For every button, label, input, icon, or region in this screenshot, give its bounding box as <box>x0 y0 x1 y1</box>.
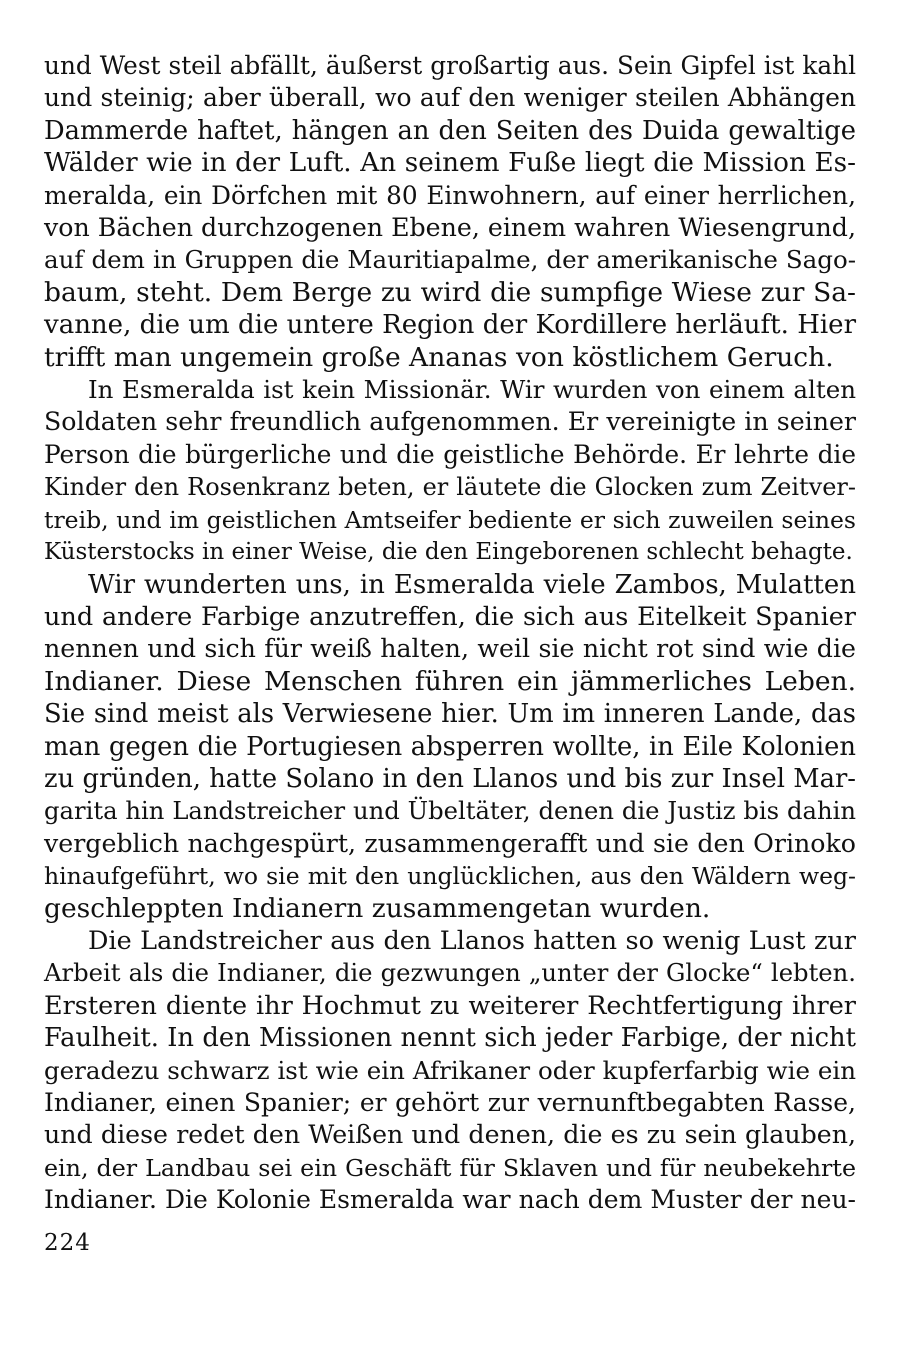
text-line: Die Landstreicher aus den Llanos hatten so wenig Lust zur <box>88 925 856 956</box>
text-line: Dammerde haftet, hängen an den Seiten des Duida gewaltige <box>44 115 856 146</box>
text-line: ein, der Landbau sei ein Geschäft für Sklaven und für neubekehrte <box>44 1153 856 1182</box>
text-line: man gegen die Portugiesen absperren wollte, in Eile Kolonien <box>44 731 856 762</box>
text-line: und steinig; aber überall, wo auf den weniger steilen Abhängen <box>44 83 856 113</box>
page-number: 224 <box>44 1230 91 1256</box>
text-line: zu gründen, hatte Solano in den Llanos und bis zur Insel Mar- <box>44 763 856 794</box>
text-line: vanne, die um die untere Region der Kordillere herläuft. Hier <box>44 310 856 341</box>
paragraph <box>44 374 856 568</box>
text-line: Kinder den Rosenkranz beten, er läutete die Glocken zum Zeitver- <box>44 473 856 502</box>
text-line: baum, steht. Dem Berge zu wird die sumpfige Wiese zur Sa- <box>44 276 856 308</box>
body-text <box>44 50 856 1217</box>
text-line: vergeblich nachgespürt, zusammengerafft und sie den Orinoko <box>44 828 856 858</box>
text-line: geradezu schwarz ist wie ein Afrikaner oder kupferfarbig wie ein <box>44 1055 856 1085</box>
text-line: Faulheit. In den Missionen nennt sich jeder Farbige, der nicht <box>44 1023 856 1054</box>
text-line: Arbeit als die Indianer, die gezwungen „unter der Glocke“ lebten. <box>44 958 856 988</box>
text-line: trifft man ungemein große Ananas von köstlichem Geruch. <box>44 341 834 373</box>
text-line: nennen und sich für weiß halten, weil sie nicht rot sind wie die <box>44 634 856 664</box>
text-line: Ersteren diente ihr Hochmut zu weiterer Rechtfertigung ihrer <box>44 990 856 1021</box>
text-line: garita hin Landstreicher und Übeltäter, denen die Justiz bis dahin <box>44 796 856 826</box>
text-line: und andere Farbige anzutreffen, die sich aus Eitelkeit Spanier <box>44 601 856 632</box>
text-line: auf dem in Gruppen die Mauritiapalme, der amerikanische Sago- <box>44 245 856 275</box>
text-line: und West steil abfällt, äußerst großartig aus. Sein Gipfel ist kahl <box>44 51 856 80</box>
text-line: Person die bürgerliche und die geistliche Behörde. Er lehrte die <box>44 439 856 469</box>
text-line: und diese redet den Weißen und denen, die es zu sein glauben, <box>44 1120 856 1150</box>
text-line: In Esmeralda ist kein Missionär. Wir wurden von einem alten <box>88 375 856 405</box>
paragraph <box>44 569 856 925</box>
text-line: Indianer. Diese Menschen führen ein jämmerliches Leben. <box>44 665 856 697</box>
text-line: Indianer. Die Kolonie Esmeralda war nach dem Muster der neu- <box>44 1185 856 1215</box>
text-line: Sie sind meist als Verwiesene hier. Um im inneren Lande, das <box>44 699 856 730</box>
text-line: Küsterstocks in einer Weise, die den Eingeborenen schlecht behagte. <box>44 539 853 566</box>
text-line: treib, und im geistlichen Amtseifer bediente er sich zuweilen seines <box>44 505 856 534</box>
text-line: meralda, ein Dörfchen mit 80 Einwohnern, auf einer herrlichen, <box>44 180 856 210</box>
text-line: Wälder wie in der Luft. An seinem Fuße liegt die Mission Es- <box>44 148 856 179</box>
text-line: Soldaten sehr freundlich aufgenommen. Er vereinigte in seiner <box>44 407 856 437</box>
text-line: Indianer, einen Spanier; er gehört zur vernunftbegabten Rasse, <box>44 1088 856 1117</box>
text-line: geschleppten Indianern zusammengetan wurden. <box>44 892 711 924</box>
paragraph <box>44 925 856 1217</box>
paragraph <box>44 50 856 374</box>
text-line: hinaufgeführt, wo sie mit den unglücklichen, aus den Wäldern weg- <box>44 862 856 891</box>
text-line: von Bächen durchzogenen Ebene, einem wahren Wiesengrund, <box>44 213 856 243</box>
text-line: Wir wunderten uns, in Esmeralda viele Zambos, Mulatten <box>88 569 856 600</box>
